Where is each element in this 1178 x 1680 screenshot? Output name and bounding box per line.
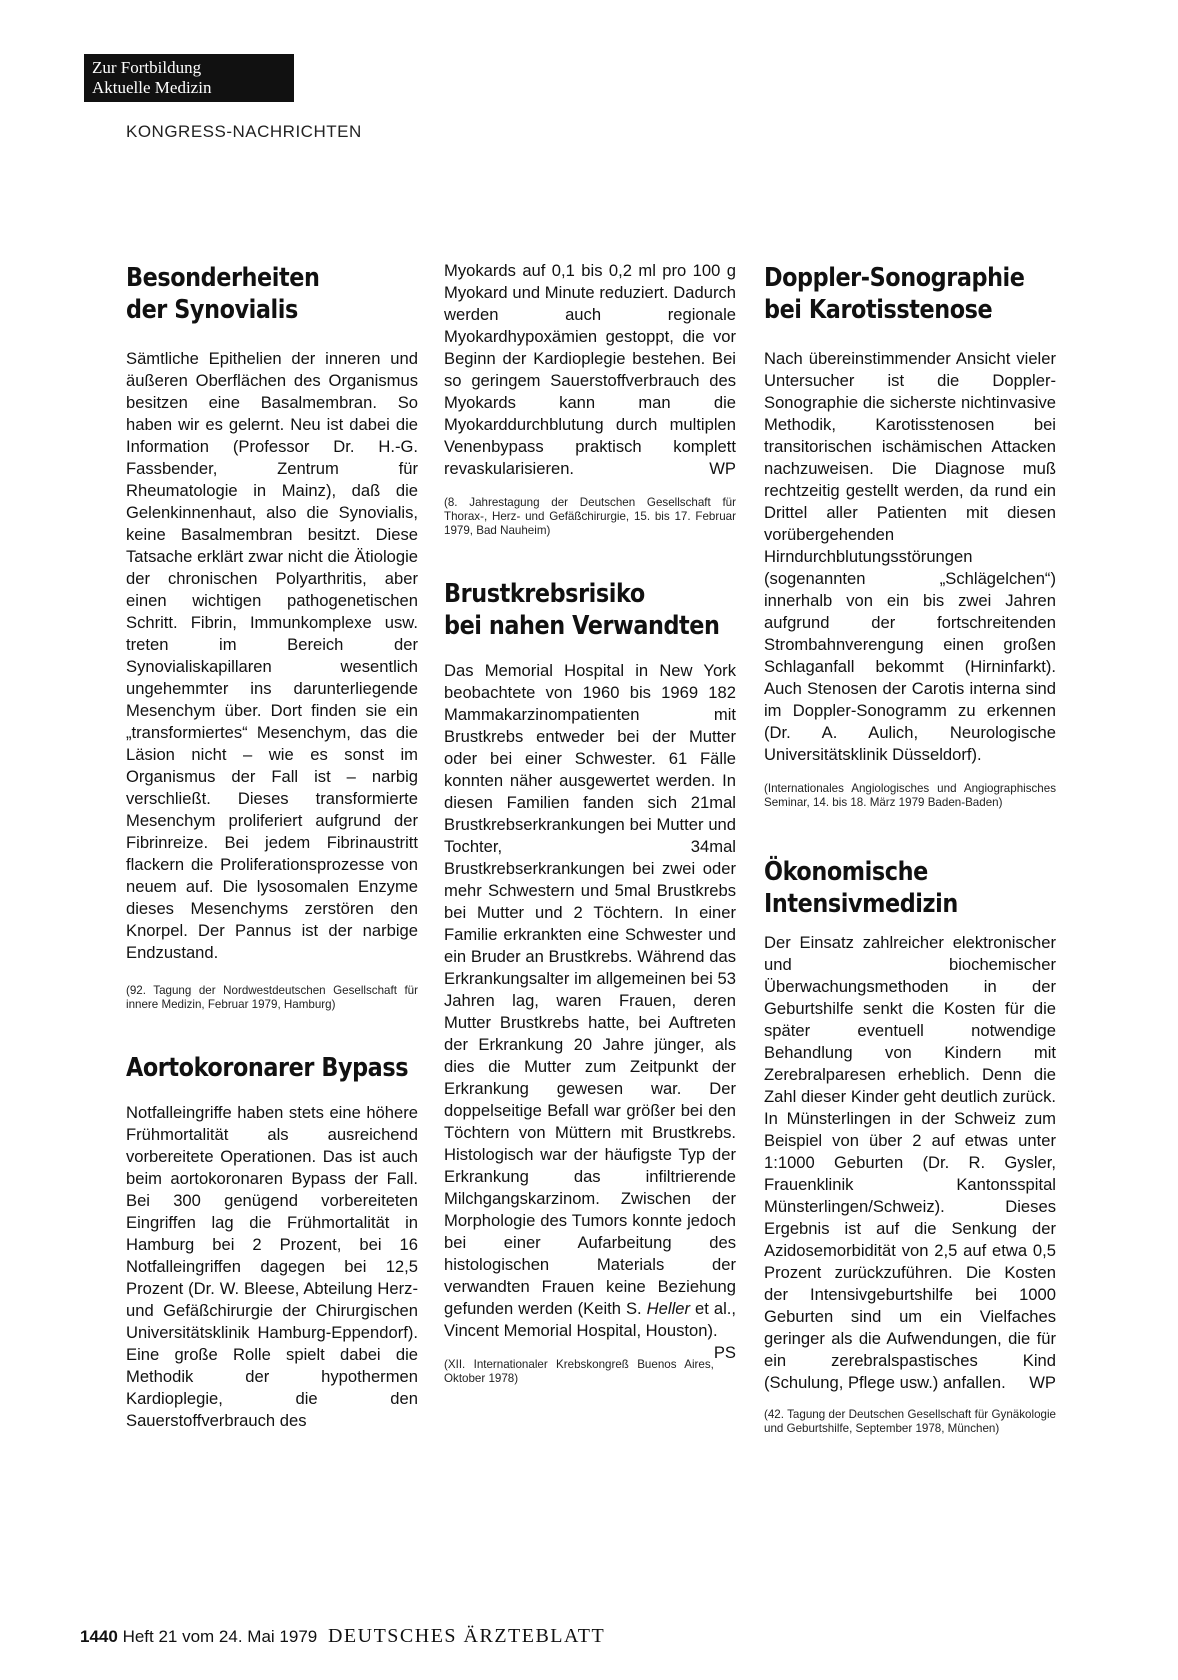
title-line1: Ökonomische — [764, 857, 928, 887]
title-line2: Intensivmedizin — [764, 889, 958, 919]
body-text: Das Memorial Hospital in New York beobachtete von 1960 bis 1969 182 Mammakarzinompatienten mit Brustkrebs entweder bei der Mutter oder bei einer Schwester. 61 Fälle konnten näher ausgewertet werden. In diesen Familien fanden sich 21mal Brustkrebserkrankungen bei Mutter und Tochter, 34mal Brustkrebserkrankungen bei zwei oder mehr Schwestern und 5mal Brustkrebs bei Mutter und 2 Töchtern. In einer Familie erkrankten eine Schwester und ein Bruder an Brustkrebs. Während das Erkrankungsalter im allgemeinen bei 53 Jahren lag, waren Frauen, deren Mutter Brustkrebs hatte, bei Auftreten der Erkrankung 20 Jahre jünger, als dies die Mutter zum Zeitpunkt der Erkrankung gewesen war. Der doppelseitige Befall war größer bei den Töchtern von Müttern mit Brustkrebs. Histologisch war der häufigste Typ der Erkrankung das infiltrierende Milchgangskarzinom. Zwischen der Morphologie des Tumors konnte jedoch bei einer Aufarbeitung des histologischen Materials der verwandten Frauen keine Beziehung gefunden werden (Keith S. — [444, 661, 736, 1318]
article-title — [764, 262, 1025, 326]
body-text: Myokards auf 0,1 bis 0,2 ml pro 100 g Myokard und Minute reduziert. Dadurch werden auch regionale Myokardhypoxämien gestoppt, die vor Beginn der Kardioplegie bestehen. Bei so geringem Sauerstoffverbrauch des Myokards kann man die Myokarddurchblutung durch multiplen Venenbypass praktisch komplett revaskularisieren. — [444, 261, 736, 478]
title-line1: Brustkrebsrisiko — [444, 579, 645, 609]
article-title — [764, 856, 1015, 920]
header-box-line1: Zur Fortbildung — [92, 58, 202, 77]
header-box-line2: Aktuelle Medizin — [92, 78, 212, 97]
article-doppler — [764, 262, 1056, 810]
article-title — [444, 578, 720, 642]
section-header-box — [84, 54, 294, 102]
body-text: Der Einsatz zahlreicher elektronischer und biochemischer Überwachungsmethoden in der Geburtshilfe senkt die Kosten für die später eventuell notwendige Behandlung von Kindern mit Zerebralparesen erheblich. Denn die Zahl dieser Kinder geht deutlich zurück. In Münsterlingen in der Schweiz zum Beispiel von über 2 auf etwas unter 1:1000 Geburten (Dr. R. Gysler, Frauenklinik Kantonsspital Münsterlingen/Schweiz). Dieses Ergebnis ist auf die Senkung der Azidosemorbidität von 2,5 auf etwa 0,5 Prozent zurückzuführen. Die Kosten der Intensivgeburtshilfe bei 1000 Geburten sind um ein Vielfaches geringer als die Aufwendungen, die für ein zerebralspastisches Kind (Schulung, Pflege usw.) anfallen. — [764, 933, 1056, 1392]
article-brustkrebs — [444, 578, 736, 1386]
article-bypass — [126, 1052, 418, 1432]
body-text-end: et al., Vincent Memorial Hospital, Houston). — [444, 1299, 736, 1340]
article-body — [764, 932, 1056, 1394]
title-line2: bei nahen Verwandten — [444, 611, 720, 641]
issue-info: Heft 21 vom 24. Mai 1979 — [122, 1627, 318, 1646]
article-source: (XII. Internationaler Krebskongreß Buenos Aires, Oktober 1978) — [444, 1358, 714, 1385]
article-title — [126, 1052, 409, 1084]
title-line2: der Synovialis — [126, 295, 298, 325]
page-footer — [80, 1625, 605, 1648]
article-bypass-continued — [444, 260, 736, 538]
article-body-part2 — [444, 260, 736, 480]
article-body: Nach übereinstimmender Ansicht vieler Untersucher ist die Doppler-Sonographie die sicherste nichtinvasive Methodik, Karotisstenosen bei transitorischen ischämischen Attacken nachzuweisen. Die Diagnose muß rechtzeitig gestellt werden, da rund ein Drittel aller Patienten mit diesen vorübergehenden Hirndurchblutungsstörungen (sogenannten „Schlägelchen“) innerhalb von ein bis zwei Jahren aufgrund der fortschreitenden Strombahnverengung einen großen Schlaganfall bekommt (Hirninfarkt). Auch Stenosen der Carotis interna sind im Doppler-Sonogramm zu erkennen (Dr. A. Aulich, Neurologische Universitätsklinik Düsseldorf). — [764, 349, 1056, 764]
section-label: KONGRESS-NACHRICHTEN — [126, 122, 362, 141]
column-1 — [126, 262, 418, 1432]
author-signature: WP — [1029, 1373, 1056, 1392]
title-line1: Besonderheiten — [126, 263, 320, 293]
author-signature: WP — [709, 459, 736, 478]
article-title — [126, 262, 377, 326]
article-synovialis — [126, 262, 418, 1012]
author-signature: PS — [713, 1343, 736, 1362]
article-oekonomisch — [764, 856, 1056, 1436]
column-2 — [444, 260, 736, 1386]
column-3 — [764, 262, 1056, 1436]
author-name: Heller — [646, 1299, 691, 1318]
journal-name: DEUTSCHES ÄRZTEBLATT — [327, 1625, 606, 1647]
article-source: (92. Tagung der Nordwestdeutschen Gesellschaft für innere Medizin, Februar 1979, Hamburg) — [126, 984, 418, 1011]
article-source: (Internationales Angiologisches und Angiographisches Seminar, 14. bis 18. März 1979 Baden-Baden) — [764, 782, 1056, 809]
page-number: 1440 — [80, 1627, 118, 1646]
article-body — [444, 660, 736, 1362]
title-line1: Doppler-Sonographie — [764, 263, 1025, 293]
article-source: (42. Tagung der Deutschen Gesellschaft für Gynäkologie und Geburtshilfe, September 1978, München) — [764, 1408, 1056, 1435]
article-body: Sämtliche Epithelien der inneren und äußeren Oberflächen des Organismus besitzen eine Basalmembran. So haben wir es gelernt. Neu ist dabei die Information (Professor Dr. H.-G. Fassbender, Zentrum für Rheumatologie in Mainz), daß die Gelenkinnenhaut, also die Synovialis, keine Basalmembran besitzt. Diese Tatsache erklärt zwar nicht die Ätiologie der chronischen Polyarthritis, aber einen wichtigen pathogenetischen Schritt. Fibrin, Immunkomplexe usw. treten im Bereich der Synovialiskapillaren wesentlich ungehemmter ins darunterliegende Mesenchym über. Dort finden sie ein „transformiertes“ Mesenchym, das die Läsion nicht – wie es sonst im Organismus der Fall ist – narbig verschließt. Dieses transformierte Mesenchym proliferiert aufgrund der Fibrinreize. Bei jedem Fibrinaustritt flackern die Proliferationsprozesse von neuem auf. Die lysosomalen Enzyme dieses Mesenchyms zerstören den Knorpel. Der Pannus ist der narbige Endzustand. — [126, 349, 418, 962]
title-line2: bei Karotisstenose — [764, 295, 993, 325]
article-body-part1: Notfalleingriffe haben stets eine höhere Frühmortalität als ausreichend vorbereitete Operationen. Das ist auch beim aortokoronaren Bypass der Fall. Bei 300 genügend vorbereiteten Eingriffen lag die Frühmortalität in Hamburg bei 2 Prozent, bei 16 Notfalleingriffen dagegen bei 12,5 Prozent (Dr. W. Bleese, Abteilung Herz- und Gefäßchirurgie der Chirurgischen Universitätsklinik Hamburg-Eppendorf). Eine große Rolle spielt dabei die Methodik der hypothermen Kardioplegie, die den Sauerstoffverbrauch des — [126, 1103, 418, 1430]
article-source: (8. Jahrestagung der Deutschen Gesellschaft für Thorax-, Herz- und Gefäßchirurgie, 15. bis 17. Februar 1979, Bad Nauheim) — [444, 496, 736, 537]
title-line1: Aortokoronarer Bypass — [126, 1053, 409, 1083]
